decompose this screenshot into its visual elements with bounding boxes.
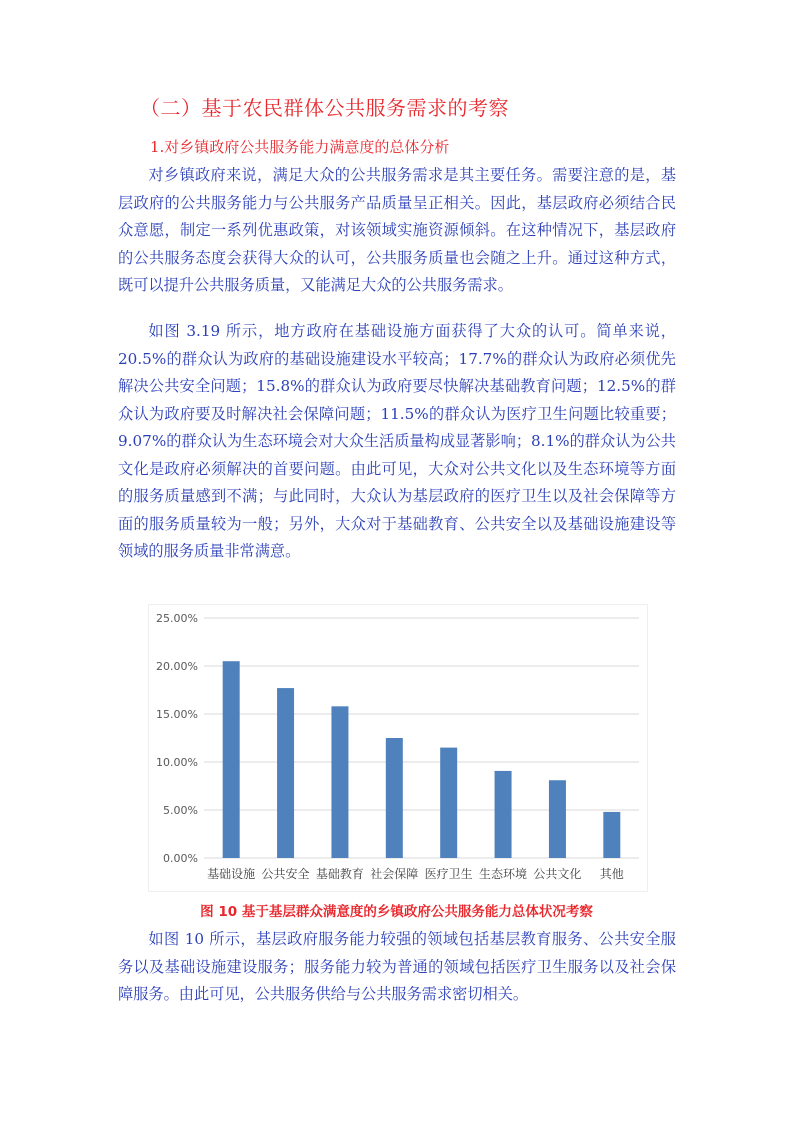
y-tick-label: 0.00% — [163, 852, 198, 865]
sub-heading: 1.对乡镇政府公共服务能力满意度的总体分析 — [150, 138, 450, 156]
bar — [495, 771, 512, 858]
body-paragraph: 对乡镇政府来说，满足大众的公共服务需求是其主要任务。需要注意的是，基层政府的公共服务能力与公共服务产品质量呈正相关。因此，基层政府必须结合民众意愿，制定一系列优惠政策，对该领域实施资源倾斜。在这种情况下，基层政府的公共服务态度会获得大众的认可，公共服务质量也会随之上升。通过这种方式，既可以提升公共服务质量，又能满足大众的公共服务需求。 — [118, 166, 676, 294]
y-tick-label: 10.00% — [156, 756, 198, 769]
x-tick-label: 其他 — [599, 867, 624, 881]
figure-caption: 图 10 基于基层群众满意度的乡镇政府公共服务能力总体状况考察 — [200, 904, 593, 920]
bar — [603, 812, 620, 858]
x-tick-label: 基础教育 — [315, 867, 364, 881]
x-tick-label: 基础设施 — [207, 867, 256, 881]
bar — [386, 738, 403, 858]
y-tick-label: 5.00% — [163, 804, 198, 817]
x-tick-label: 医疗卫生 — [424, 867, 473, 881]
y-tick-label: 20.00% — [156, 660, 198, 673]
bar — [549, 780, 566, 858]
x-tick-label: 公共文化 — [533, 867, 582, 881]
x-tick-label: 公共安全 — [261, 867, 310, 881]
bar — [440, 748, 457, 858]
y-tick-label: 15.00% — [156, 708, 198, 721]
body-paragraph: 如图 10 所示，基层政府服务能力较强的领域包括基层教育服务、公共安全服务以及基础设施建设服务；服务能力较为普通的领域包括医疗卫生服务以及社会保障服务。由此可见，公共服务供给与公共服务需求密切相关。 — [118, 930, 676, 1003]
x-tick-label: 生态环境 — [479, 867, 528, 881]
y-tick-label: 25.00% — [156, 612, 198, 625]
bar-chart — [149, 605, 647, 891]
x-tick-label: 社会保障 — [370, 867, 419, 881]
bar — [277, 688, 294, 858]
bar — [331, 706, 348, 858]
bar — [223, 661, 240, 858]
section-heading: （二）基于农民群体公共服务需求的考察 — [140, 96, 509, 120]
body-paragraph: 如图 3.19 所示，地方政府在基础设施方面获得了大众的认可。简单来说，20.5%的群众认为政府的基础设施建设水平较高；17.7%的群众认为政府必须优先解决公共安全问题；15.8%的群众认为政府要尽快解决基础教育问题；12.5%的群众认为政府要及时解决社会保障问题；11.5%的群众认为医疗卫生问题比较重要；9.07%的群众认为生态环境会对大众生活质量构成显著影响；8.1%的群众认为公共文化是政府必须解决的首要问题。由此可见，大众对公共文化以及生态环境等方面的服务质量感到不满；与此同时，大众认为基层政府的医疗卫生以及社会保障等方面的服务质量较为一般；另外，大众对于基础教育、公共安全以及基础设施建设等领域的服务质量非常满意。 — [118, 322, 676, 560]
bar-chart-frame — [148, 604, 648, 892]
